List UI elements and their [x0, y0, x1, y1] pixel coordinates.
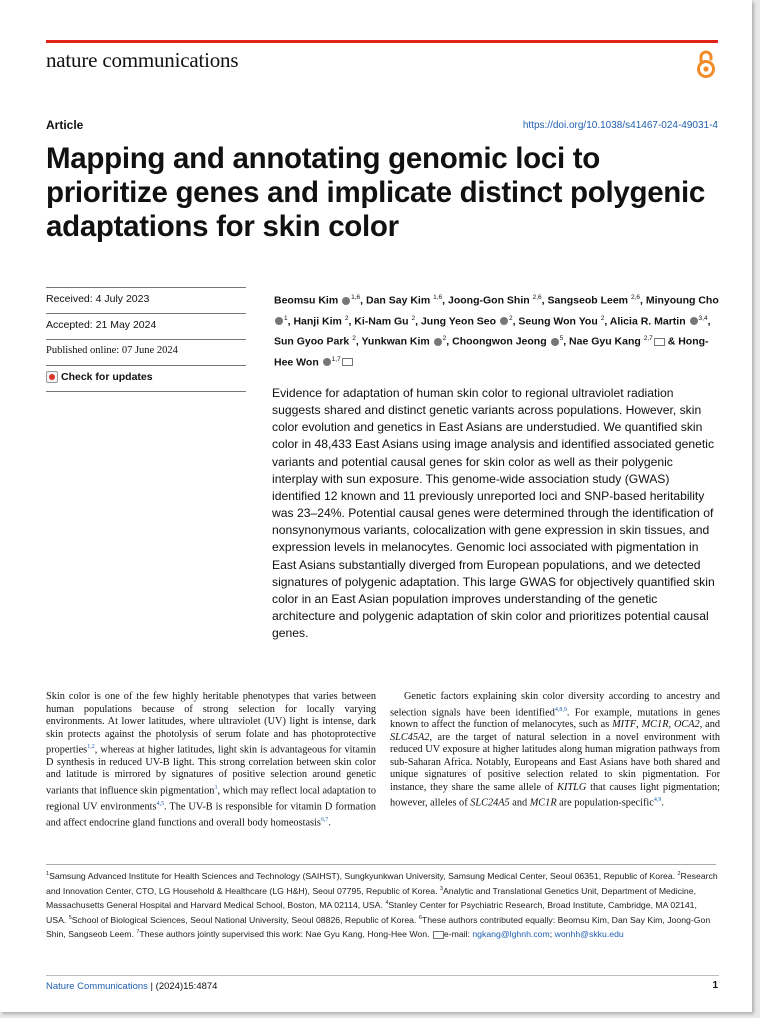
- orcid-icon[interactable]: [323, 358, 331, 366]
- body-citation[interactable]: 4,5: [156, 800, 164, 807]
- journal-top-rule: [46, 40, 718, 43]
- author-name: Choongwon Jeong: [452, 335, 547, 348]
- body-text: and: [509, 797, 530, 809]
- orcid-icon[interactable]: [434, 338, 442, 346]
- body-citation[interactable]: 6,7: [320, 816, 329, 823]
- orcid-icon[interactable]: [275, 317, 283, 325]
- body-text: , which may reflect local adaptation to regional UV environments: [46, 785, 377, 813]
- check-updates-icon: [46, 371, 58, 383]
- gene-name: SLC45A2: [390, 731, 430, 743]
- author-affiliation-sup: 5: [559, 335, 564, 342]
- journal-name: nature communications: [46, 48, 239, 72]
- mail-icon: [433, 931, 444, 939]
- gene-name: OCA2: [673, 719, 700, 731]
- body-text: ,: [668, 719, 674, 731]
- author-affiliation-sup: 2: [352, 335, 356, 342]
- gene-name: KITLG: [557, 781, 587, 793]
- email-link[interactable]: wonhh@skku.edu: [554, 929, 624, 940]
- author-name: Alicia R. Martin: [609, 315, 686, 327]
- abstract: Evidence for adaptation of human skin color to regional ultraviolet radiation suggests shared and distinct genetic variants across populations. However, skin color evolution and genetics in East Asians are understudied. We quantified skin color in 48,433 East Asians using image analysis and identified associated genetic variants and potential causal genes for skin color as well as their polygenic interplay with sun exposure. This genome-wide association study (GWAS) identified 12 known and 11 previously unreported loci and SNP-based heritability was 23–24%. Potential causal genes were determined through the identification of nonsynonymous variants, colocalization with gene expression in skin tissues, and expression levels in melanocytes. Genomic loci associated with pigmentation in East Asians substantially diverged from European populations, and we detected signatures of polygenic adaptation. This large GWAS for objectively quantified skin color in an East Asian population improves understanding of the genetic architecture and polygenic adaptation of skin color and prioritizes potential causal genes.: [272, 386, 715, 641]
- author-affiliation-sup: 2: [344, 314, 349, 322]
- body-text: ,: [636, 719, 642, 731]
- body-text: , whereas at higher latitudes, light skin is advantageous for vitamin D synthesis in reduced UV-B light. This strong correlation between skin color and latitude is mirrored by signatures of positive selection around genetic variants that influence skin pigmentation: [46, 744, 376, 797]
- body-text: , are the target of natural selection in a novel environment with reduced UV exposure at higher latitudes along human migration pathways from sub-Saharan Africa. Notably, Europeans and East Asians have both shared and unique signatures of positive selection related to skin pigmentation. For instance, they share the same allele of: [390, 731, 720, 793]
- article-title: Mapping and annotating genomic loci to prioritize genes and implicate distinct polygenic adaptations for skin color: [46, 142, 706, 243]
- author-name: Nae Gyu Kang: [569, 335, 641, 348]
- author-name: Sangseob Leem: [547, 294, 629, 307]
- author-affiliation-sup: 1,7: [331, 355, 341, 363]
- author-affiliation-sup: 2: [411, 314, 416, 322]
- author-name: Joong-Gon Shin: [448, 294, 530, 307]
- author-affiliation-sup: 1: [284, 314, 288, 322]
- email-link[interactable]: ngkang@lghnh.com: [472, 929, 550, 940]
- author-list: Beomsu Kim $^{1,6}$, Dan Say Kim $^{1,6}$, Joong-Gon Shin $^{2,6}$, Sangseob Leem $^{2,6}$, Minyoung Cho $^1$, Hanji Kim $^2$, Ki-Nam Gu $^2$, Jung Yeon Seo $^2$, Seung Won You $^2$, Alicia R. Martin $^{3,4}$, Sun Gyoo Park $^2$, Yunkwan Kim $^2$, Choongwon Jeong $^5$, Nae Gyu Kang $^{2,7}$ & Hong-Hee Won $^{1,7}$: [274, 294, 719, 368]
- affiliations-divider: [46, 864, 716, 865]
- affiliations: [46, 868, 719, 941]
- doi-link[interactable]: https://doi.org/10.1038/s41467-024-49031-4: [522, 120, 718, 131]
- orcid-icon[interactable]: [551, 338, 559, 346]
- author-name: Minyoung Cho: [645, 294, 719, 307]
- author-name: Seung Won You: [518, 315, 598, 327]
- author-affiliation-sup: 2,7: [643, 335, 653, 342]
- body-column-right: [390, 691, 720, 810]
- accepted-date: Accepted: 21 May 2024: [46, 313, 246, 339]
- gene-name: SLC24A5: [470, 797, 510, 809]
- author-name: Sun Gyoo Park: [274, 335, 350, 348]
- affiliation-text: School of Biological Sciences, Seoul National University, Seoul 08826, Republic of Korea.: [71, 914, 419, 925]
- body-citation[interactable]: 4,9: [653, 797, 662, 804]
- gene-name: MC1R: [529, 797, 557, 809]
- author-affiliation-sup: 2: [442, 335, 447, 342]
- page-number: 1: [712, 980, 718, 991]
- body-text: are population-specific: [556, 797, 654, 809]
- affiliation-citation[interactable]: 1: [46, 871, 50, 877]
- footer-citation: [46, 981, 217, 992]
- body-text: , and: [699, 719, 721, 731]
- body-text: . The UV-B is responsible for vitamin D formation and affect endocrine gland functions and overall body homeostasis: [46, 801, 376, 829]
- author-affiliation-sup: 1,6: [433, 294, 443, 301]
- received-date: Received: 4 July 2023: [46, 287, 246, 313]
- author-name: Dan Say Kim: [366, 294, 431, 307]
- affiliation-citation[interactable]: 4: [385, 900, 389, 907]
- mail-icon[interactable]: [654, 338, 665, 346]
- author-name: Beomsu Kim: [274, 294, 339, 307]
- check-updates-label: Check for updates: [61, 371, 153, 383]
- body-text: that causes light pigmentation; however, alleles of: [390, 781, 721, 809]
- author-name: Jung Yeon Seo: [420, 315, 497, 327]
- body-column-left: [46, 691, 376, 830]
- orcid-icon[interactable]: [690, 317, 698, 325]
- email-label: e-mail:: [443, 929, 473, 940]
- affiliation-citation[interactable]: 6: [418, 914, 422, 921]
- affiliation-citation[interactable]: 5: [68, 914, 72, 921]
- body-citation[interactable]: 3: [214, 784, 218, 791]
- body-text: .: [661, 797, 664, 809]
- gene-name: MC1R: [641, 719, 669, 731]
- author-affiliation-sup: 2,6: [532, 294, 542, 301]
- open-access-icon: [694, 50, 718, 80]
- footer-divider: [46, 975, 719, 976]
- body-citation[interactable]: 4,8,9: [554, 706, 567, 713]
- author-name: Hanji Kim: [293, 315, 342, 327]
- body-text: .: [328, 817, 331, 829]
- body-text: Skin color is one of the few highly heritable phenotypes that varies between human populations because of strong selection for locally varying environments. At lower latitudes, where ultraviolet (UV) light is intense, dark skin protects against the photolysis of serum folate and has photoprotective properties: [46, 691, 376, 756]
- footer-volume: | (2024)15:4874: [147, 981, 218, 992]
- body-text: . For example, mutations in genes known to affect the function of melanocytes, such as: [390, 706, 720, 731]
- affiliation-citation[interactable]: 7: [136, 929, 140, 936]
- affiliation-text: These authors contributed equally: Beomsu Kim, Dan Say Kim, Joong-Gon Shin, Sangseob Leem.: [46, 914, 711, 940]
- affiliation-text: Research and Innovation Center, CTO, LG Household & Healthcare (LG H&H), Seoul 07795, Republic of Korea.: [46, 870, 718, 896]
- affiliation-citation[interactable]: 3: [439, 885, 443, 892]
- orcid-icon[interactable]: [500, 317, 508, 325]
- footer-journal-name[interactable]: Nature Communications: [46, 981, 148, 992]
- author-affiliation-sup: 2,6: [630, 294, 640, 301]
- affiliation-citation[interactable]: 2: [677, 871, 681, 877]
- article-dates: [46, 287, 246, 392]
- affiliation-text: These authors jointly supervised this work: Nae Gyu Kang, Hong-Hee Won.: [139, 929, 432, 940]
- author-name: Yunkwan Kim: [361, 335, 430, 348]
- affiliation-text: Stanley Center for Psychiatric Research, Broad Institute, Cambridge, MA 02141, USA.: [46, 900, 697, 925]
- author-affiliation-sup: 2: [600, 314, 605, 322]
- article-type-label: Article: [46, 118, 84, 132]
- affiliation-text: ;: [549, 929, 555, 940]
- affiliation-text: Analytic and Translational Genetics Unit, Department of Medicine, Massachusetts General Hospital and Harvard Medical School, Boston, MA 02114, USA.: [46, 885, 696, 911]
- mail-icon[interactable]: [342, 358, 353, 366]
- check-for-updates-row[interactable]: [46, 365, 246, 392]
- author-affiliation-sup: 1,6: [351, 294, 361, 301]
- author-affiliation-sup: 2: [508, 314, 513, 322]
- author-name: Ki-Nam Gu: [354, 315, 409, 327]
- author-affiliation-sup: 3,4: [698, 314, 708, 322]
- affiliation-text: Samsung Advanced Institute for Health Sciences and Technology (SAIHST), Sungkyunkwan University, Samsung Medical Center, Seoul 06351, Republic of Korea.: [49, 870, 678, 881]
- author-name: Hong-Hee Won: [274, 335, 709, 368]
- gene-name: MITF: [612, 719, 637, 731]
- body-citation[interactable]: 1,2: [87, 744, 95, 750]
- orcid-icon[interactable]: [342, 297, 350, 305]
- published-date: Published online: 07 June 2024: [46, 339, 246, 365]
- body-text: Genetic factors explaining skin color diversity according to ancestry and selection signals have been identified: [390, 691, 720, 718]
